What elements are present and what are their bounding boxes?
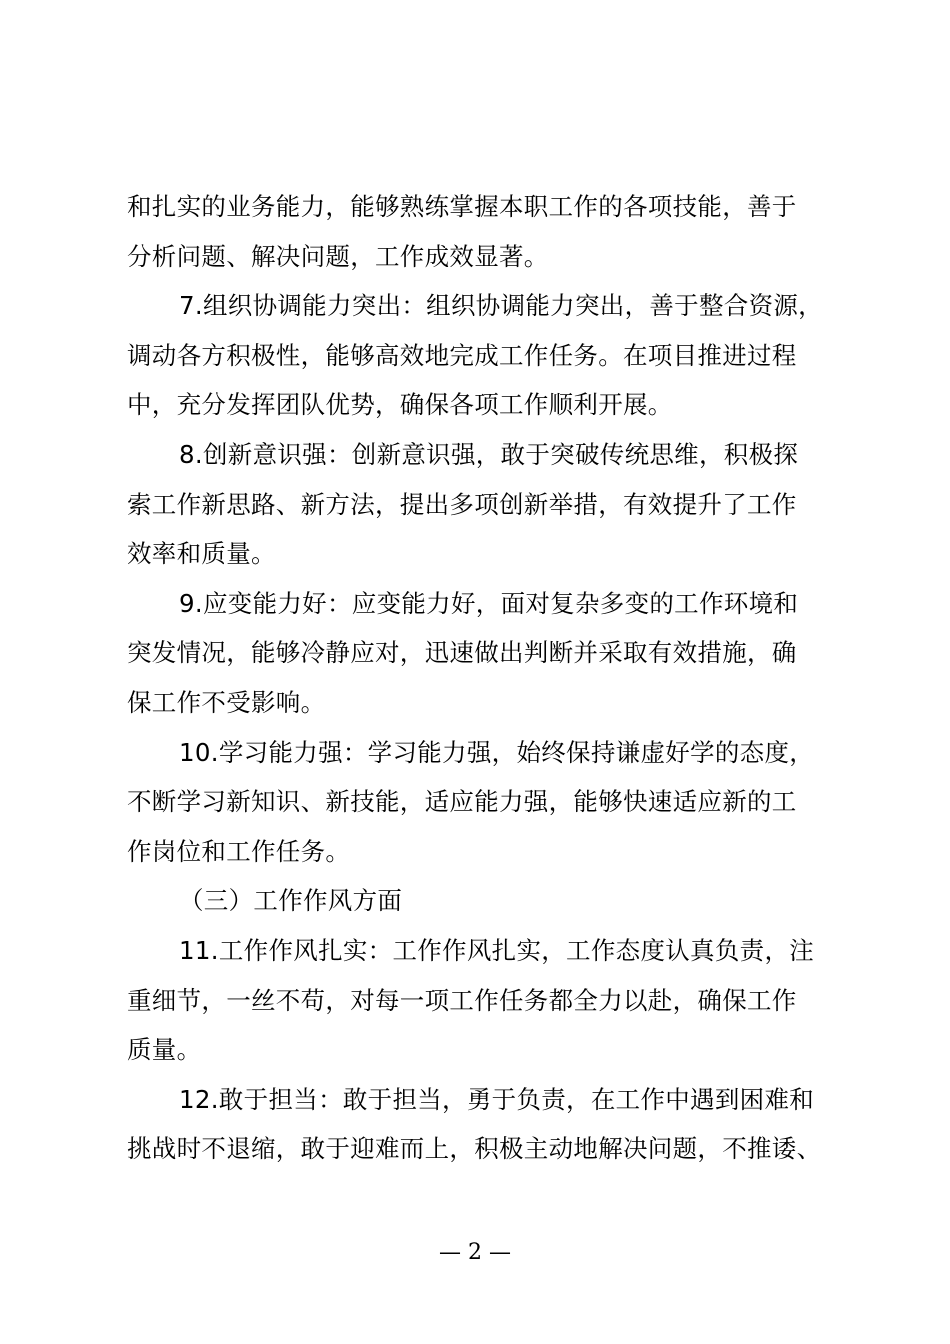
text-line: 调动各方积极性，能够高效地完成工作任务。在项目推进过程 bbox=[127, 340, 797, 370]
paragraph-start-line: 9.应变能力好：应变能力好，面对复杂多变的工作环境和 bbox=[179, 588, 799, 618]
paragraph-start-line: 7.组织协调能力突出：组织协调能力突出，善于整合资源， bbox=[179, 291, 823, 321]
text-line: 挑战时不退缩，敢于迎难而上，积极主动地解决问题，不推诿、 bbox=[127, 1134, 822, 1164]
text-line: 作岗位和工作任务。 bbox=[127, 836, 351, 866]
text-line: 不断学习新知识、新技能，适应能力强，能够快速适应新的工 bbox=[127, 787, 797, 817]
text-line: 中，充分发挥团队优势，确保各项工作顺利开展。 bbox=[127, 390, 673, 420]
text-line: 质量。 bbox=[127, 1035, 202, 1065]
body-text bbox=[127, 182, 837, 1174]
paragraph-start-line: 12.敢于担当：敢于担当，勇于负责，在工作中遇到困难和 bbox=[179, 1084, 815, 1114]
paragraph-start-line: 8.创新意识强：创新意识强，敢于突破传统思维，积极探 bbox=[179, 439, 799, 469]
paragraph-start-line: 10.学习能力强：学习能力强，始终保持谦虚好学的态度， bbox=[179, 737, 815, 767]
text-line: 和扎实的业务能力，能够熟练掌握本职工作的各项技能，善于 bbox=[127, 192, 797, 221]
text-line: 重细节，一丝不苟，对每一项工作任务都全力以赴，确保工作 bbox=[127, 985, 797, 1015]
text-line: 效率和质量。 bbox=[127, 539, 276, 569]
paragraph-start-line: 11.工作作风扎实：工作作风扎实，工作态度认真负责，注 bbox=[179, 935, 815, 965]
text-line: 保工作不受影响。 bbox=[127, 687, 326, 717]
text-line: 突发情况，能够冷静应对，迅速做出判断并采取有效措施，确 bbox=[127, 638, 797, 668]
text-line: 分析问题、解决问题，工作成效显著。 bbox=[127, 241, 549, 271]
section-heading: （三）工作作风方面 bbox=[179, 886, 403, 916]
page-number: — 2 — bbox=[439, 1240, 511, 1265]
text-line: 索工作新思路、新方法，提出多项创新举措，有效提升了工作 bbox=[127, 489, 797, 519]
